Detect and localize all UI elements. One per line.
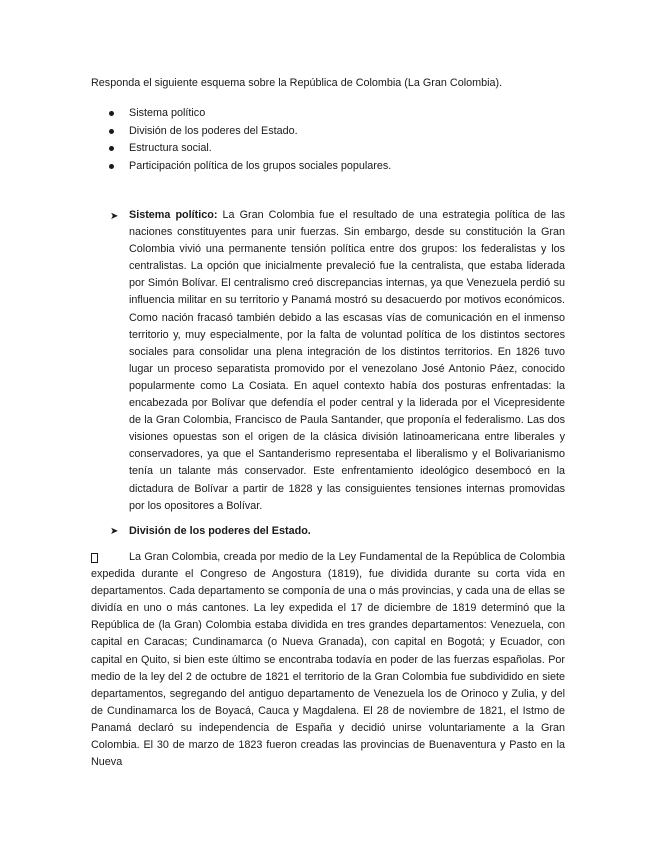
bullet-icon [109,111,114,116]
bullet-icon [109,146,114,151]
section-division-poderes: La Gran Colombia, creada por medio de la Ley Fundamental de la República de Colombia expedida durante el Congreso de Angostura (1819), fue dividida durante su corta vida en departamentos. Cada departamento se componía de una o más provincias, y cada una de ellas se dividía en uno o más cantones. La ley expedida el 17 de diciembre de 1819 determinó que la República de (la Gran) Colombia estaba dividida en tres grandes departamentos: Venezuela, con capital en Caracas; Cundinamarca (o Nueva Granada), con capital en Bogotá; y Ecuador, con capital en Quito, si bien este último se encontraba todavía en poder de las fuerzas españolas. Por medio de la ley del 2 de octubre de 1821 el territorio de la Gran Colombia fue subdividido en siete departamentos, segregando del antiguo departamento de Venezuela los de Orinoco y Zulia, y del de Cundinamarca los de Boyacá, Cauca y Magdalena. El 28 de noviembre de 1821, el Istmo de Panamá declaró su independencia de España y decidió unirse voluntariamente a la Gran Colombia. El 30 de marzo de 1823 fueron creadas las provincias de Buenaventura y Pasto en la Nueva [91,551,565,769]
section-heading: Sistema político [129,209,214,221]
intro-question: Responda el siguiente esquema sobre la República de Colombia (La Gran Colombia). [91,77,503,89]
bullet-icon [109,164,114,169]
list-item: Estructura social. [91,140,391,158]
list-item: Sistema político [91,105,391,123]
arrow-bullet-icon: ➤ [110,211,119,222]
section-body: La Gran Colombia fue el resultado de una estrategia política de las naciones constituyentes para unir fuerzas. Sin embargo, desde su constitución la Gran Colombia vivió una permanente tensión política entre dos grupos: los federalistas y los centralistas. La opción que inicialmente prevaleció fue la centralista, que estaba liderada por Simón Bolívar. El centralismo creó discrepancias internas, ya que Venezuela perdió su influencia militar en su territorio y Panamá mostró su desacuerdo por motivos económicos. Como nación fracasó también debido a las escasas vías de comunicación en el inmenso territorio y, muy especialmente, por la falta de voluntad política de los distintos sectores sociales para consolidar una plena integración de los distintos territorios. En 1826 tuvo lugar un proceso separatista promovido por el venezolano José Antonio Páez, conocido popularmente como La Cosiata. En aquel contexto había dos posturas enfrentadas: la encabezada por Bolívar que defendía el poder central y la liderada por el Vicepresidente de la Gran Colombia, Francisco de Paula Santander, que proponía el federalismo. Las dos visiones opuestas son el origen de la clásica división latinoamericana entre liberales y conservadores, ya que el Santanderismo representaba el liberalismo y el Bolivarianismo tenía un talante más conservador. Este enfrentamiento ideológico desembocó en la dictadura de Bolívar a partir de 1828 y las consiguientes tensiones internas promovidas por los opositores a Bolívar. [129,209,566,512]
section-sistema-politico: Sistema político: La Gran Colombia fue el resultado de una estrategia política de las naciones constituyentes para unir fuerzas. Sin embargo, desde su constitución la Gran Colombia vivió una permanente tensión política entre dos grupos: los federalistas y los centralistas. La opción que inicialmente prevaleció fue la centralista, que estaba liderada por Simón Bolívar. El centralismo creó discrepancias internas, ya que Venezuela perdió su influencia militar en su territorio y Panamá mostró su desacuerdo por motivos económicos. Como nación fracasó también debido a las escasas vías de comunicación en el inmenso territorio y, muy especialmente, por la falta de voluntad política de los distintos sectores sociales para consolidar una plena integración de los distintos territorios. En 1826 tuvo lugar un proceso separatista promovido por el venezolano José Antonio Páez, conocido popularmente como La Cosiata. En aquel contexto había dos posturas enfrentadas: la encabezada por Bolívar que defendía el poder central y la liderada por el Vicepresidente de la Gran Colombia, Francisco de Paula Santander, que proponía el federalismo. Las dos visiones opuestas son el origen de la clásica división latinoamericana entre liberales y conservadores, ya que el Santanderismo representaba el liberalismo y el Bolivarianismo tenía un talante más conservador. Este enfrentamiento ideológico desembocó en la dictadura de Bolívar a partir de 1828 y las consiguientes tensiones internas promovidas por los opositores a Bolívar. [129,209,566,512]
list-item: División de los poderes del Estado. [91,123,391,141]
section-heading: División de los poderes del Estado. [129,525,311,537]
bullet-list [91,105,391,175]
list-item: Participación política de los grupos sociales populares. [91,158,391,176]
arrow-bullet-icon: ➤ [110,526,119,537]
bullet-icon [109,129,114,134]
